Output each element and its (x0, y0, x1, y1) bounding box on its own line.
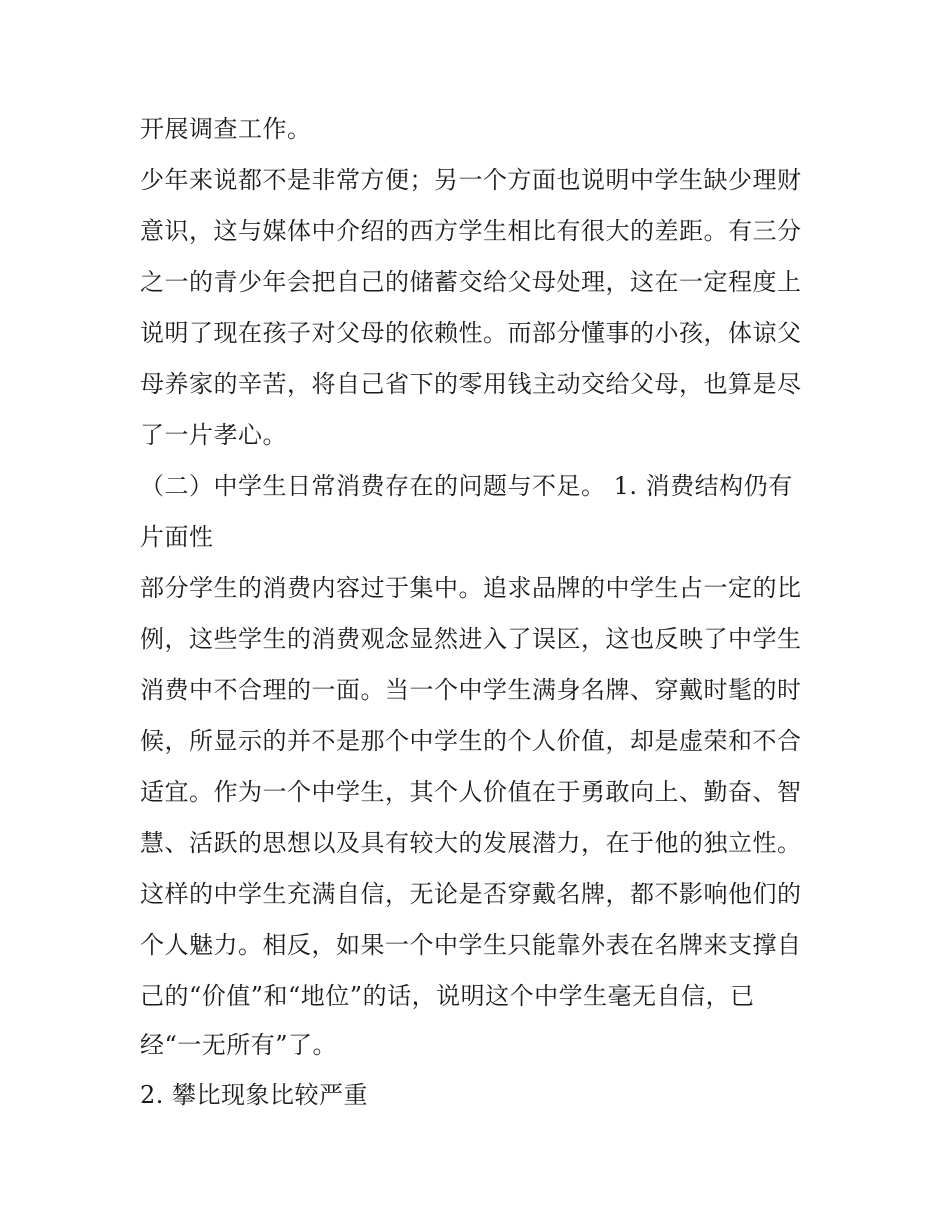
text-line: 意识，这与媒体中介绍的西方学生相比有很大的差距。有三分 (140, 217, 802, 245)
text-line: 消费中不合理的一面。当一个中学生满身名牌、穿戴时髦的时 (140, 676, 802, 704)
text-line: 开展调查工作。 (140, 115, 312, 143)
text-line: 部分学生的消费内容过于集中。追求品牌的中学生占一定的比 (140, 574, 802, 602)
text-line: 慧、活跃的思想以及具有较大的发展潜力，在于他的独立性。 (140, 829, 802, 857)
text-line: 适宜。作为一个中学生，其个人价值在于勇敢向上、勤奋、智 (140, 778, 802, 806)
section-heading: （二）中学生日常消费存在的问题与不足。 1. 消费结构仍有 (140, 472, 793, 500)
text-line: 说明了现在孩子对父母的依赖性。而部分懂事的小孩，体谅父 (140, 319, 802, 347)
text-line: 己的“价值”和“地位”的话，说明这个中学生毫无自信，已 (140, 982, 755, 1010)
text-line: 例，这些学生的消费观念显然进入了误区，这也反映了中学生 (140, 625, 802, 653)
section-heading: 片面性 (140, 523, 214, 551)
text-line: 少年来说都不是非常方便；另一个方面也说明中学生缺少理财 (140, 166, 802, 194)
text-line: 母养家的辛苦，将自己省下的零用钱主动交给父母，也算是尽 (140, 370, 802, 398)
section-heading: 2. 攀比现象比较严重 (140, 1081, 369, 1109)
text-line: 候，所显示的并不是那个中学生的个人价值，却是虚荣和不合 (140, 727, 802, 755)
text-line: 这样的中学生充满自信，无论是否穿戴名牌，都不影响他们的 (140, 880, 802, 908)
text-line: 了一片孝心。 (140, 421, 287, 449)
text-line: 个人魅力。相反，如果一个中学生只能靠外表在名牌来支撑自 (140, 931, 802, 959)
text-line: 经“一无所有”了。 (140, 1031, 338, 1059)
text-line: 之一的青少年会把自己的储蓄交给父母处理，这在一定程度上 (140, 268, 802, 296)
